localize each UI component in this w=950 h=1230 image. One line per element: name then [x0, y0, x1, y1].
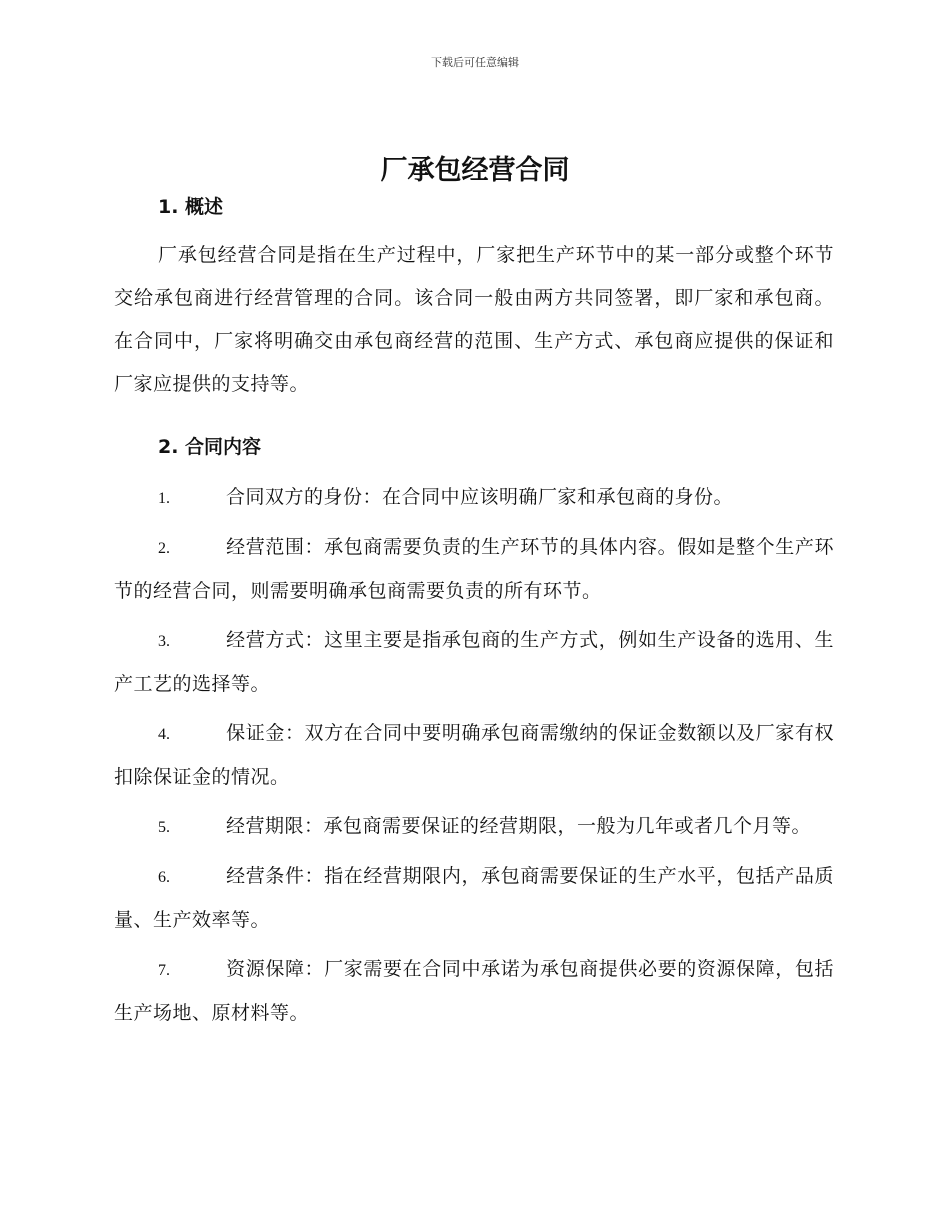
list-item [114, 712, 834, 799]
list-item-number: 4. [158, 726, 170, 743]
section-heading-overview: 1. 概述 [158, 196, 224, 218]
list-item [114, 526, 834, 613]
list-item [114, 948, 834, 1035]
list-item-text: 保证金：双方在合同中要明确承包商需缴纳的保证金数额以及厂家有权扣除保证金的情况。 [114, 722, 834, 788]
document-body [114, 192, 834, 1041]
document-title: 厂承包经营合同 [380, 155, 570, 186]
list-item [114, 619, 834, 706]
header-note: 下载后可任意编辑 [431, 56, 519, 69]
list-item-number: 5. [158, 819, 170, 836]
list-item-text: 资源保障：厂家需要在合同中承诺为承包商提供必要的资源保障，包括生产场地、原材料等。 [114, 958, 834, 1024]
contract-content-list [114, 476, 834, 1035]
list-item-text: 经营范围：承包商需要负责的生产环节的具体内容。假如是整个生产环节的经营合同，则需要明确承包商需要负责的所有环节。 [114, 536, 834, 602]
list-item-number: 1. [158, 490, 170, 507]
overview-paragraph: 厂承包经营合同是指在生产过程中，厂家把生产环节中的某一部分或整个环节交给承包商进行经营管理的合同。该合同一般由两方共同签署，即厂家和承包商。在合同中，厂家将明确交由承包商经营的范围、生产方式、承包商应提供的保证和厂家应提供的支持等。 [114, 244, 834, 395]
list-item [114, 476, 834, 520]
list-item [114, 855, 834, 942]
list-item-number: 3. [158, 633, 170, 650]
list-item-number: 6. [158, 869, 170, 886]
list-item-number: 2. [158, 540, 170, 557]
list-item [114, 805, 834, 849]
list-item-number: 7. [158, 962, 170, 979]
section-heading-contract-content: 2. 合同内容 [158, 436, 262, 458]
list-item-text: 经营期限：承包商需要保证的经营期限，一般为几年或者几个月等。 [226, 815, 812, 837]
list-item-text: 合同双方的身份：在合同中应该明确厂家和承包商的身份。 [226, 486, 734, 508]
list-item-text: 经营方式：这里主要是指承包商的生产方式，例如生产设备的选用、生产工艺的选择等。 [114, 629, 834, 695]
list-item-text: 经营条件：指在经营期限内，承包商需要保证的生产水平，包括产品质量、生产效率等。 [114, 865, 834, 931]
